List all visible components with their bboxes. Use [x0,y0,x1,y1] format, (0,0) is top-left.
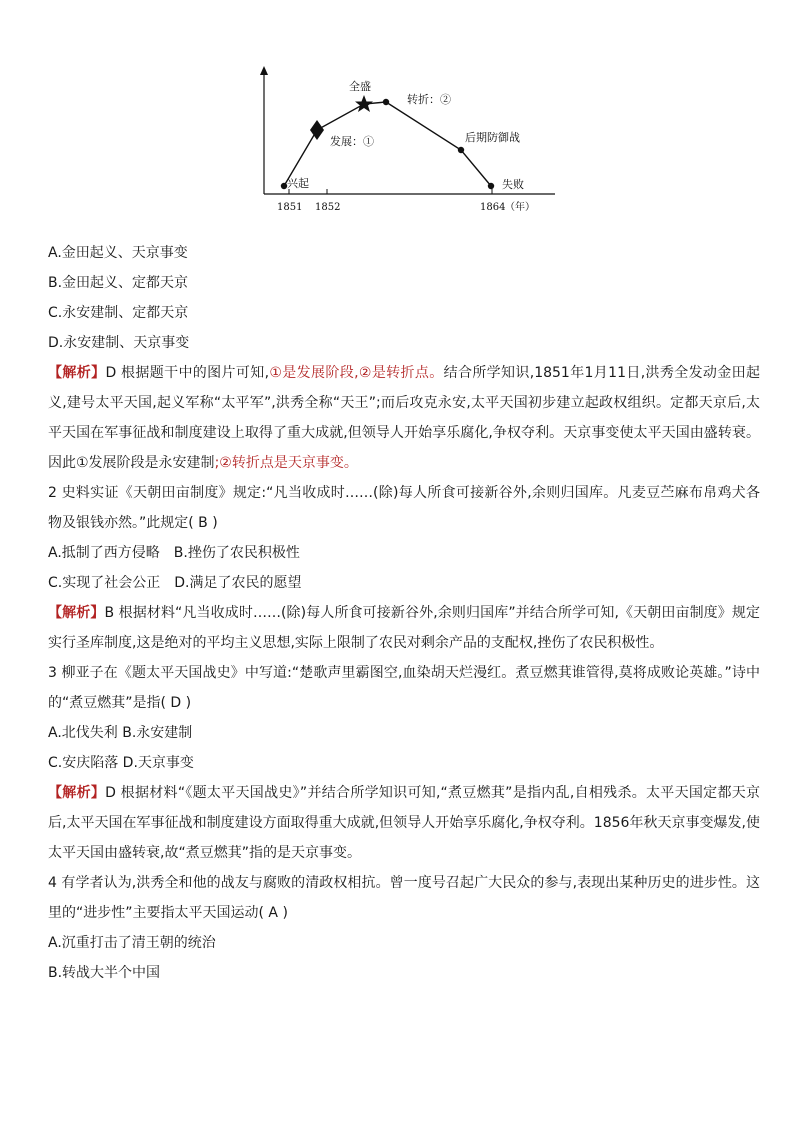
q1-analysis-part1: D 根据题干中的图片可知, [105,365,270,381]
tick-label-1851: 1851 [277,202,303,213]
analysis-tag: 【解析】 [48,605,105,621]
q1-option-a: A.金田起义、天京事变 [48,245,188,261]
label-rise: 兴起 [287,177,309,190]
y-axis-arrow [260,66,268,75]
trend-line [284,102,491,186]
label-failure: 失败 [502,178,524,191]
q1-analysis [48,358,760,478]
x-axis-unit: （年） [505,202,535,213]
analysis-tag: 【解析】 [48,785,106,801]
q4-option-b: B.转战大半个中国 [48,965,161,981]
label-development: 发展：① [330,135,374,148]
q3-options-row1: A.北伐失利 B.永安建制 [48,725,193,741]
q1-option-c: C.永安建制、定都天京 [48,305,189,321]
q2-options-row2: C.实现了社会公正 D.满足了农民的愿望 [48,575,302,591]
q1-analysis-highlight-end: ;②转折点是天京事变。 [214,455,358,471]
q3-analysis-text: D 根据材料“《题太平天国战史》”并结合所学知识可知,“煮豆燃萁”是指内乱,自相残杀。太平天国定都天京后,太平天国在军事征战和制度建设方面取得重大成就,但领导人开始享乐腐化,争权夺利。1856年秋天京事变爆发,使太平天国由盛转衰,故“煮豆燃萁”指的是天京事变。 [48,785,761,861]
late-defense-point [458,147,464,153]
q2-analysis-text: B 根据材料“凡当收成时……(除)每人所食可接新谷外,余则归国库”并结合所学可知,《天朝田亩制度》规定实行圣库制度,这是绝对的平均主义思想,实际上限制了农民对剩余产品的支配权,挫伤了农民积极性。 [48,605,761,651]
q1-option-b: B.金田起义、定都天京 [48,275,189,291]
failure-point [488,183,494,189]
q4-stem: 4 有学者认为,洪秀全和他的战友与腐败的清政权相抗。曾一度号召起广大民众的参与,表现出某种历史的进步性。这里的“进步性”主要指太平天国运动( A ) [48,875,760,921]
q3-analysis [48,778,760,868]
q3-stem: 3 柳亚子在《题太平天国战史》中写道:“楚歌声里霸图空,血染胡天烂漫红。煮豆燃萁谁管得,莫将成败论英雄。”诗中的“煮豆燃萁”是指( D ) [48,665,760,711]
q4-option-a: A.沉重打击了清王朝的统治 [48,935,216,951]
q2-stem: 2 史料实证《天朝田亩制度》规定:“凡当收成时……(除)每人所食可接新谷外,余则归国库。凡麦豆苎麻布帛鸡犬各物及银钱亦然。”此规定( B ) [48,485,760,531]
label-late-defense: 后期防御战 [465,131,520,144]
q1-analysis-part3: 结合所学知识,1851年1月11日,洪秀全发动金田起义,建号太平天国,起义军称“太平军”,洪秀全称“天王”;而后攻克永安,太平天国初步建立起政权组织。定都天京后,太平天国在军事征战和制度建设上取得了重大成就,但领导人开始享乐腐化,争权夺利。天京事变使太平天国由盛转衰。因此①发展阶段是永安建制 [48,365,761,471]
document-body [48,238,760,988]
peak-star-icon [355,95,373,112]
label-peak: 全盛 [349,80,371,93]
label-turning: 转折：② [407,93,451,106]
taiping-stage-diagram [250,64,560,220]
tick-label-1852: 1852 [315,202,341,213]
q1-analysis-highlight: ①是发展阶段,②是转折点。 [269,365,444,381]
q1-option-d: D.永安建制、天京事变 [48,335,190,351]
turning-point [383,99,389,105]
q2-analysis [48,598,760,658]
tick-label-1864: 1864 [480,202,506,213]
analysis-tag: 【解析】 [48,365,106,381]
q2-options-row1: A.抵制了西方侵略 B.挫伤了农民积极性 [48,545,300,561]
q3-options-row2: C.安庆陷落 D.天京事变 [48,755,194,771]
